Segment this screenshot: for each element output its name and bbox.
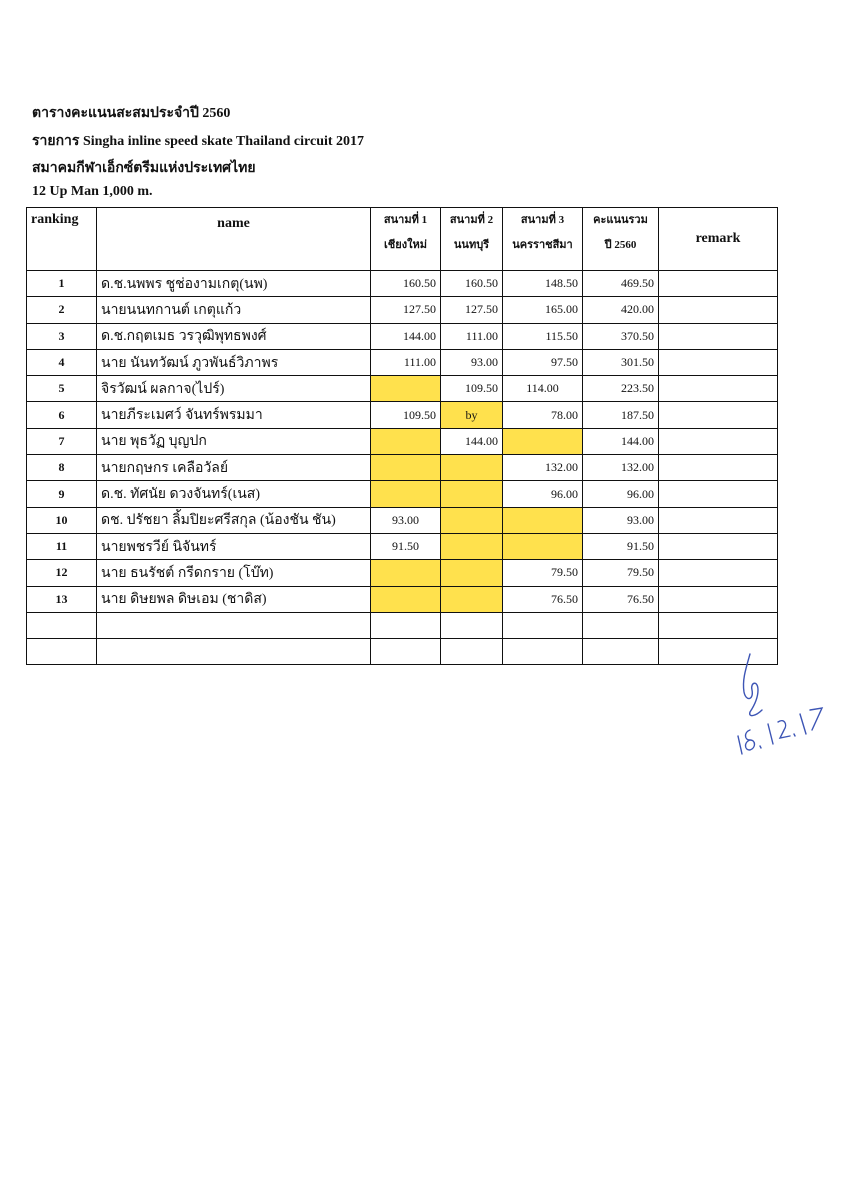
venue2-score-highlighted (441, 586, 503, 612)
total-score (583, 612, 659, 638)
venue3-score: 76.50 (503, 586, 583, 612)
total-score: 91.50 (583, 533, 659, 559)
venue2-score: 93.00 (441, 349, 503, 375)
venue2-score: 127.50 (441, 297, 503, 323)
total-label: คะแนนรวม (593, 214, 648, 226)
venue2-score-highlighted (441, 533, 503, 559)
table-row (27, 428, 778, 454)
handwritten-signature (728, 650, 838, 770)
venue2-label: สนามที่ 2 (449, 214, 494, 226)
total-year: ปี 2560 (604, 239, 637, 251)
rank-cell (27, 612, 97, 638)
score-table (26, 207, 778, 665)
rank-cell: 1 (27, 271, 97, 297)
name-cell: นายพชรวีย์ นิจันทร์ (97, 533, 371, 559)
rank-cell: 4 (27, 349, 97, 375)
remark-cell (659, 428, 778, 454)
venue2-score (441, 612, 503, 638)
total-score (583, 639, 659, 665)
venue2-header (441, 208, 503, 271)
venue1-score-highlighted (371, 376, 441, 402)
venue1-header (371, 208, 441, 271)
remark-cell (659, 533, 778, 559)
remark-cell (659, 349, 778, 375)
venue1-city: เชียงใหม่ (384, 239, 427, 251)
name-cell (97, 639, 371, 665)
venue3-score (503, 612, 583, 638)
total-score: 469.50 (583, 271, 659, 297)
venue1-score-highlighted (371, 455, 441, 481)
remark-cell (659, 507, 778, 533)
rank-cell: 9 (27, 481, 97, 507)
rank-cell: 10 (27, 507, 97, 533)
venue2-score-highlighted (441, 481, 503, 507)
venue3-score: 148.50 (503, 271, 583, 297)
venue1-label: สนามที่ 1 (383, 214, 428, 226)
venue1-score (371, 639, 441, 665)
venue3-score-highlighted (503, 428, 583, 454)
venue1-score: 91.50 (371, 533, 441, 559)
rank-cell: 12 (27, 560, 97, 586)
remark-cell (659, 586, 778, 612)
total-score: 223.50 (583, 376, 659, 402)
rank-cell: 8 (27, 455, 97, 481)
table-row-empty (27, 612, 778, 638)
venue2-city: นนทบุรี (453, 239, 490, 251)
venue2-score (441, 639, 503, 665)
venue3-score: 115.50 (503, 323, 583, 349)
venue2-score: 109.50 (441, 376, 503, 402)
name-cell: ด.ช.นพพร ชูช่องามเกตุ(นพ) (97, 271, 371, 297)
venue3-label: สนามที่ 3 (520, 214, 565, 226)
name-cell: นายภีระเมศว์ จันทร์พรมมา (97, 402, 371, 428)
remark-cell (659, 376, 778, 402)
name-cell: นาย พุธวัฏ บุญปก (97, 428, 371, 454)
remark-cell (659, 323, 778, 349)
venue1-score: 111.00 (371, 349, 441, 375)
venue1-score-highlighted (371, 586, 441, 612)
name-cell: จิรวัฒน์ ผลกาจ(ไปร์) (97, 376, 371, 402)
rank-cell: 2 (27, 297, 97, 323)
remark-cell (659, 481, 778, 507)
total-score: 144.00 (583, 428, 659, 454)
event-title: รายการ Singha inline speed skate Thailand circuit 2017 (32, 134, 365, 149)
venue3-score-highlighted (503, 533, 583, 559)
venue2-score-highlighted (441, 455, 503, 481)
venue3-score (503, 639, 583, 665)
venue3-score: 114.00 (503, 376, 583, 402)
signature-initial-stroke (743, 654, 762, 716)
remark-cell (659, 271, 778, 297)
venue1-score (371, 612, 441, 638)
venue3-score: 165.00 (503, 297, 583, 323)
table-row (27, 560, 778, 586)
total-score: 420.00 (583, 297, 659, 323)
rank-cell (27, 639, 97, 665)
venue3-city: นครราชสีมา (512, 239, 573, 251)
venue3-score-highlighted (503, 507, 583, 533)
total-header (583, 208, 659, 271)
name-cell: นาย ธนรัชต์ กรีดกราย (โบ๊ท) (97, 560, 371, 586)
document-title: ตารางคะแนนสะสมประจำปี 2560 (32, 106, 231, 121)
total-score: 79.50 (583, 560, 659, 586)
venue1-score: 160.50 (371, 271, 441, 297)
table-row (27, 323, 778, 349)
venue2-score: 160.50 (441, 271, 503, 297)
venue2-score: 144.00 (441, 428, 503, 454)
venue1-score-highlighted (371, 481, 441, 507)
venue3-header (503, 208, 583, 271)
rank-cell: 5 (27, 376, 97, 402)
venue1-score-highlighted (371, 560, 441, 586)
remark-cell (659, 455, 778, 481)
venue2-score-highlighted (441, 560, 503, 586)
name-cell (97, 612, 371, 638)
table-row (27, 481, 778, 507)
venue3-score: 97.50 (503, 349, 583, 375)
name-cell: ด.ช.กฤตเมธ วรวุฒิพุทธพงศ์ (97, 323, 371, 349)
table-row-empty (27, 639, 778, 665)
rank-cell: 13 (27, 586, 97, 612)
table-row (27, 297, 778, 323)
table-row (27, 533, 778, 559)
venue3-score: 78.00 (503, 402, 583, 428)
name-cell: นายนนทกานต์ เกตุแก้ว (97, 297, 371, 323)
organization-name: สมาคมกีฬาเอ็กซ์ตรีมแห่งประเทศไทย (32, 161, 256, 176)
venue3-score: 79.50 (503, 560, 583, 586)
name-cell: นาย ดิษยพล ดิษเอม (ชาดิส) (97, 586, 371, 612)
table-row (27, 402, 778, 428)
remark-cell (659, 560, 778, 586)
venue1-score: 127.50 (371, 297, 441, 323)
remark-cell (659, 402, 778, 428)
table-header-row (27, 208, 778, 271)
rank-cell: 11 (27, 533, 97, 559)
total-score: 301.50 (583, 349, 659, 375)
total-score: 132.00 (583, 455, 659, 481)
table-row (27, 586, 778, 612)
total-score: 93.00 (583, 507, 659, 533)
remark-cell (659, 612, 778, 638)
venue1-score: 93.00 (371, 507, 441, 533)
venue3-score: 132.00 (503, 455, 583, 481)
name-cell: ด.ช. ทัศนัย ดวงจันทร์(เนส) (97, 481, 371, 507)
remark-cell (659, 297, 778, 323)
venue1-score-highlighted (371, 428, 441, 454)
table-row (27, 455, 778, 481)
venue2-score-highlighted (441, 507, 503, 533)
name-header: name (97, 208, 371, 271)
category-title: 12 Up Man 1,000 m. (32, 184, 153, 199)
name-cell: นาย นันทวัฒน์ ภูวพันธ์วิภาพร (97, 349, 371, 375)
venue2-score: 111.00 (441, 323, 503, 349)
total-score: 96.00 (583, 481, 659, 507)
ranking-header: ranking (27, 208, 97, 271)
remark-header: remark (659, 208, 778, 271)
venue2-score-highlighted: by (441, 402, 503, 428)
venue1-score: 109.50 (371, 402, 441, 428)
rank-cell: 7 (27, 428, 97, 454)
table-row (27, 271, 778, 297)
table-row (27, 507, 778, 533)
name-cell: นายกฤษกร เคลือวัลย์ (97, 455, 371, 481)
venue3-score: 96.00 (503, 481, 583, 507)
total-score: 76.50 (583, 586, 659, 612)
rank-cell: 6 (27, 402, 97, 428)
table-row (27, 376, 778, 402)
total-score: 187.50 (583, 402, 659, 428)
venue1-score: 144.00 (371, 323, 441, 349)
table-row (27, 349, 778, 375)
rank-cell: 3 (27, 323, 97, 349)
name-cell: ดช. ปรัชยา ลิ้มปิยะศรีสกุล (น้องชัน ชัน) (97, 507, 371, 533)
total-score: 370.50 (583, 323, 659, 349)
